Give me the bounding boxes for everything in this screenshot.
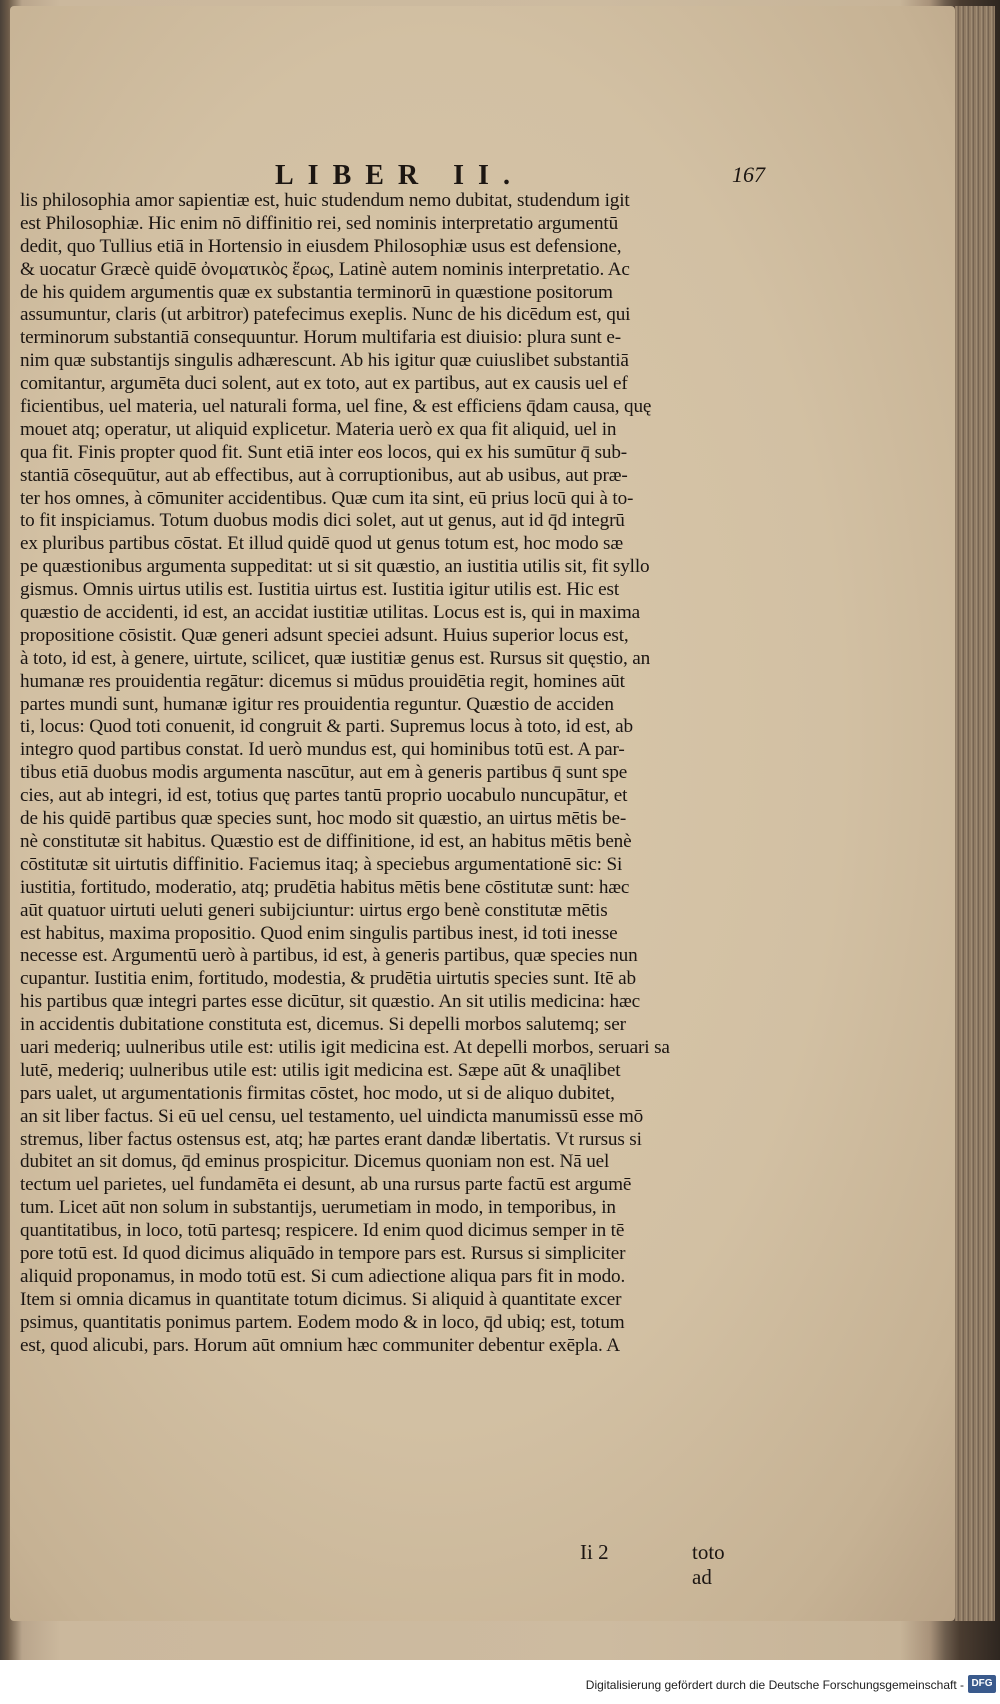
text-line: ter hos omnes, à cōmuniter accidentibus. Quæ cum ita sint, eū prius locū qui à to- [20, 487, 634, 509]
text-line: in accidentis dubitatione constituta est, dicemus. Si depelli morbos salutemq; ser [20, 1014, 626, 1036]
text-line: assumuntur, claris (ut arbitror) patefecimus exeplis. Nunc de his dicēdum est, qui [20, 304, 631, 326]
text-line: cies, aut ab integri, id est, totius quę partes tantū proprio uocabulo nuncupātur, et [20, 785, 628, 807]
text-line: nè constitutæ sit habitus. Quæstio est de diffinitione, id est, an habitus mētis benè [20, 830, 632, 852]
text-line: uari mederiq; uulneribus utile est: utilis igit medicina est. At depelli morbos, seruari sa [20, 1036, 670, 1058]
folio-number: 167 [732, 162, 765, 187]
text-line: cōstitutæ sit uirtutis diffinitio. Faciemus itaq; à speciebus argumentationē sic: Si [20, 853, 623, 875]
text-line: dubitet an sit domus, q̄d eminus prospicitur. Dicemus quoniam non est. Nā uel [20, 1151, 610, 1173]
text-line: pore totū est. Id quod dicimus aliquādo in tempore pars est. Rursus si simpliciter [20, 1242, 626, 1264]
text-line: pars ualet, ut argumentationis firmitas cōstet, hoc modo, ut si de aliquo dubitet, [20, 1082, 615, 1104]
text-line: de his quidē partibus quæ species sunt, hoc modo sit quæstio, an uirtus mētis be- [20, 808, 627, 830]
text-line: aūt quatuor uirtuti ueluti generi subijciuntur: uirtus ergo benè constitutæ mētis [20, 899, 608, 921]
text-line: to fit inspiciamus. Totum duobus modis dici solet, aut ut genus, aut id q̄d integrū [20, 510, 625, 532]
text-line: stremus, liber factus ostensus est, atq; hæ partes erant dandæ libertatis. Vt rursus si [20, 1128, 642, 1150]
signature-mark: Ii 2 [580, 1540, 609, 1564]
text-line: à toto, id est, à genere, uirtute, scilicet, quæ iustitiæ genus est. Rursus sit quęstio, an [20, 647, 651, 669]
catchword-line [20, 1540, 740, 1589]
text-line: stantiā cōsequūtur, aut ab effectibus, aut à corruptionibus, aut ab usibus, aut præ- [20, 464, 628, 486]
footer-credit: Digitalisierung gefördert durch die Deutsche Forschungsgemeinschaft - [585, 1678, 964, 1692]
page-edges [955, 6, 995, 1621]
text-line: iustitia, fortitudo, moderatio, atq; prudētia habitus mētis bene cōstitutæ sunt: hæc [20, 876, 630, 898]
text-line: psimus, quantitatis ponimus partem. Eodem modo & in loco, q̄d ubiq; est, totum [20, 1311, 625, 1333]
text-line: & uocatur Græcè quidē ὀνοματικὸς ἔρως, Latinè autem nominis interpretatio. Ac [20, 258, 630, 280]
text-line: necesse est. Argumentū uerò à partibus, id est, à generis partibus, quæ species nun [20, 945, 638, 967]
running-head: LIBER II. [275, 160, 524, 191]
text-line: de his quidem argumentis quæ ex substantia terminorū in quæstione positorum [20, 281, 613, 303]
text-line: quæstio de accidenti, id est, an accidat iustitiæ utilitas. Locus est is, qui in maxima [20, 602, 641, 624]
text-line: Item si omnia dicamus in quantitate totum dicimus. Si aliquid à quantitate excer [20, 1288, 622, 1310]
text-line: cupantur. Iustitia enim, fortitudo, modestia, & prudētia uirtutis species sunt. Itē ab [20, 968, 636, 990]
text-line: mouet atq; operatur, ut aliquid explicetur. Materia uerò ex qua fit aliquid, uel in [20, 418, 617, 440]
text-line: tectum uel parietes, uel fundamēta ei desunt, ab una rursus parte factū est argumē [20, 1174, 632, 1196]
text-line: est, quod alicubi, pars. Horum aūt omnium hæc communiter debentur exēpla. A [20, 1334, 620, 1356]
text-line: est Philosophiæ. Hic enim nō diffinitio rei, sed nominis interpretatio argumentū [20, 212, 619, 234]
text-line: ficientibus, uel materia, uel naturali forma, uel fine, & est efficiens q̄dam causa, quę [20, 396, 652, 418]
text-line: propositione cōsistit. Quæ generi adsunt speciei adsunt. Huius superior locus est, [20, 624, 629, 646]
text-line: qua fit. Finis propter quod fit. Sunt etiā inter eos locos, qui ex his sumūtur q̄ sub- [20, 441, 628, 463]
text-line: partes mundi sunt, humanæ igitur res prouidentia reguntur. Quæstio de acciden [20, 693, 614, 715]
text-line: lis philosophia amor sapientiæ est, huic studendum nemo dubitat, studendum igit [20, 190, 630, 211]
text-line: tibus etiā duobus modis argumenta nascūtur, aut em à generis partibus q̄ sunt spe [20, 762, 628, 784]
digitization-footer [0, 1672, 1000, 1704]
text-line: comitantur, argumēta duci solent, aut ex toto, aut ex partibus, aut ex causis uel ef [20, 373, 628, 395]
catchword: toto ad [692, 1540, 725, 1589]
text-line: an sit liber factus. Si eū uel censu, uel testamento, uel uindicta manumissū esse mō [20, 1105, 644, 1127]
text-line: humanæ res prouidentia regātur: dicemus si mūdus prouidētia regit, homines aūt [20, 670, 625, 692]
text-line: est habitus, maxima propositio. Quod enim singulis partibus inest, id toti inesse [20, 922, 618, 944]
text-line: integro quod partibus constat. Id uerò mundus est, qui hominibus totū est. A par- [20, 739, 625, 761]
text-line: his partibus quæ integri partes esse dicūtur, sit quæstio. An sit utilis medicina: hæc [20, 991, 640, 1013]
text-line: ex pluribus partibus cōstat. Et illud quidē quod ut genus totum est, hoc modo sæ [20, 533, 624, 555]
text-line: tum. Licet aūt non solum in substantijs, uerumetiam in modo, in temporibus, in [20, 1197, 616, 1219]
text-line: ti, locus: Quod toti conuenit, id congruit & parti. Supremus locus à toto, id est, ab [20, 716, 633, 738]
text-line: aliquid proponamus, in modo totū est. Si cum adiectione aliqua pars fit in modo. [20, 1265, 626, 1287]
text-line: gismus. Omnis uirtus utilis est. Iustitia uirtus est. Iustitia igitur utilis est. Hic est [20, 579, 620, 601]
text-line: quantitatibus, in loco, totū partesq; respicere. Id enim quod dicimus semper in tē [20, 1220, 625, 1242]
text-line: dedit, quo Tullius etiā in Hortensio in eiusdem Philosophiæ usus est defensione, [20, 235, 622, 257]
text-line: terminorum substantiā consequuntur. Horum multifaria est diuisio: plura sunt e- [20, 327, 621, 349]
dfg-logo: DFG [968, 1675, 996, 1693]
text-line: pe quæstionibus argumenta suppeditat: ut si sit quæstio, an iustitia utilis sit, fit syllo [20, 556, 650, 578]
text-block [20, 190, 740, 1357]
text-line: nim quæ substantijs singulis adhærescunt. Ab his igitur quæ cuiuslibet substantiā [20, 350, 629, 372]
text-line: lutē, mederiq; uulneribus utile est: utilis igit medicina est. Sæpe aūt & unaq̄libet [20, 1059, 621, 1081]
